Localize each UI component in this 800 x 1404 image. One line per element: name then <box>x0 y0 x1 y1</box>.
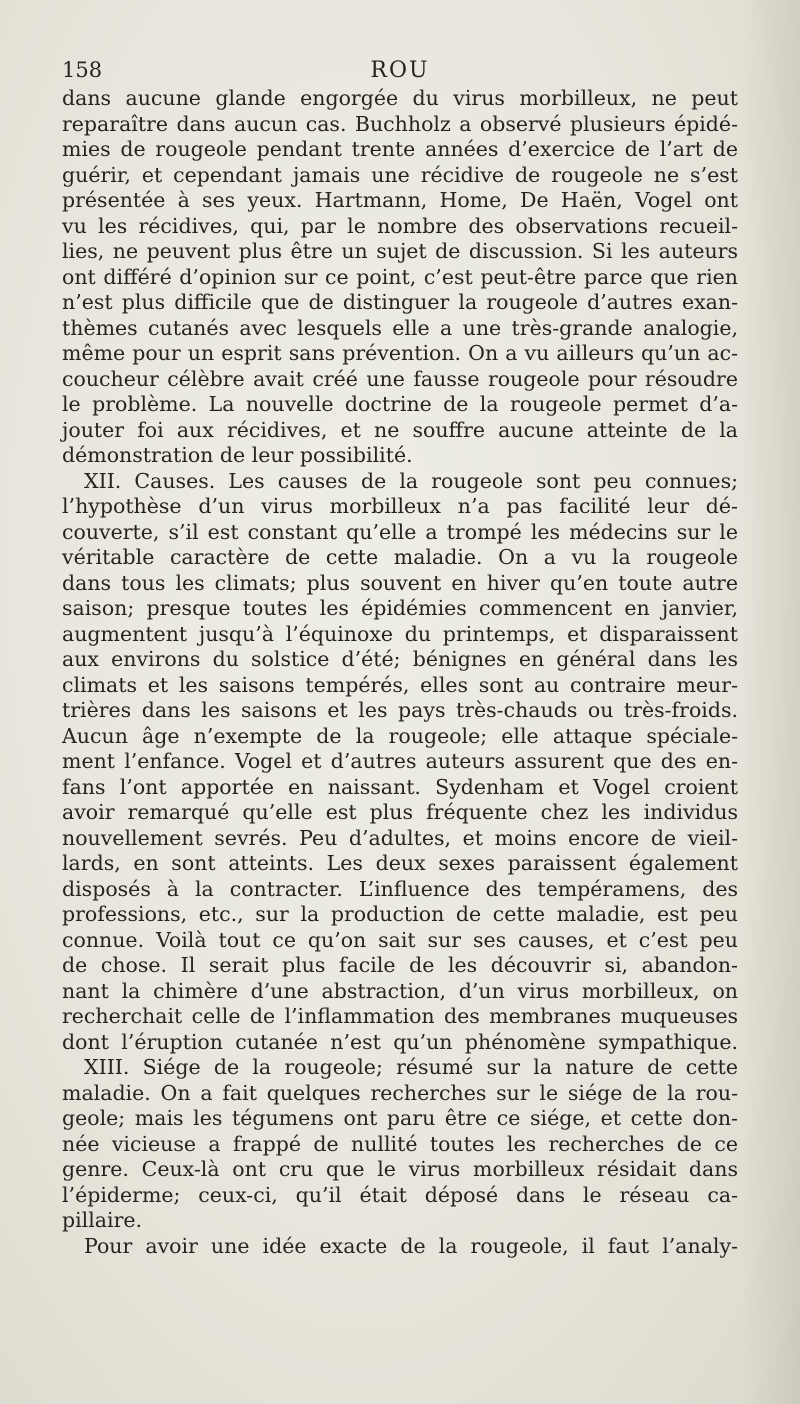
text-line: fans l’ont apportée en naissant. Sydenham et Vogel croient <box>62 774 738 799</box>
text-line: guérir, et cependant jamais une récidive de rougeole ne s’est <box>62 162 738 187</box>
text-line: dans aucune glande engorgée du virus morbilleux, ne peut <box>62 86 738 110</box>
text-line: vu les récidives, qui, par le nombre des observations recueil- <box>62 213 738 238</box>
body-text <box>62 86 738 1259</box>
text-line: reparaître dans aucun cas. Buchholz a observé plusieurs épidé- <box>62 111 738 136</box>
text-line: connue. Voilà tout ce qu’on sait sur ses causes, et c’est peu <box>62 927 738 952</box>
text-line: saison; presque toutes les épidémies commencent en janvier, <box>62 596 738 620</box>
running-head: ROU <box>370 58 430 83</box>
section-heading-line: XIII. Siége de la rougeole; résumé sur la nature de cette <box>84 1055 738 1079</box>
text-line: ment l’enfance. Vogel et d’autres auteurs assurent que des en- <box>62 749 738 773</box>
page-edge-shadow <box>740 0 800 1404</box>
text-line: dans tous les climats; plus souvent en hiver qu’en toute autre <box>62 570 738 595</box>
text-line: climats et les saisons tempérés, elles sont au contraire meur- <box>62 672 738 697</box>
text-line: trières dans les saisons et les pays très-chauds ou très-froids. <box>62 698 738 722</box>
text-line: augmentent jusqu’à l’équinoxe du printemps, et disparaissent <box>62 621 738 646</box>
text-line: recherchait celle de l’inflammation des membranes muqueuses <box>62 1004 738 1028</box>
text-line: disposés à la contracter. L’influence des tempéramens, des <box>62 876 738 901</box>
text-line: avoir remarqué qu’elle est plus fréquente chez les individus <box>62 800 738 824</box>
text-line: mies de rougeole pendant trente années d’exercice de l’art de <box>62 137 738 161</box>
text-line: professions, etc., sur la production de cette maladie, est peu <box>62 902 738 926</box>
text-line: lards, en sont atteints. Les deux sexes paraissent également <box>62 851 738 875</box>
text-line: geole; mais les tégumens ont paru être ce siége, et cette don- <box>62 1106 738 1130</box>
text-line: coucheur célèbre avait créé une fausse rougeole pour résoudre <box>62 366 738 391</box>
text-line: Aucun âge n’exempte de la rougeole; elle attaque spéciale- <box>62 723 738 748</box>
section-heading-line: XII. Causes. Les causes de la rougeole sont peu connues; <box>84 468 738 493</box>
text-line: véritable caractère de cette maladie. On a vu la rougeole <box>62 545 738 569</box>
text-line: couverte, s’il est constant qu’elle a trompé les médecins sur le <box>62 519 738 544</box>
text-line: l’hypothèse d’un virus morbilleux n’a pas facilité leur dé- <box>62 494 738 518</box>
text-line: démonstration de leur possibilité. <box>62 443 413 467</box>
text-line: dont l’éruption cutanée n’est qu’un phénomène sympathique. <box>62 1029 738 1054</box>
text-line: n’est plus difficile que de distinguer la rougeole d’autres exan- <box>62 290 738 314</box>
text-line: nant la chimère d’une abstraction, d’un virus morbilleux, on <box>62 978 738 1003</box>
text-line: lies, ne peuvent plus être un sujet de discussion. Si les auteurs <box>62 239 738 263</box>
text-line: genre. Ceux-là ont cru que le virus morbilleux résidait dans <box>62 1157 738 1181</box>
text-line: même pour un esprit sans prévention. On a vu ailleurs qu’un ac- <box>62 341 738 365</box>
text-line: ont différé d’opinion sur ce point, c’est peut-être parce que rien <box>62 264 738 289</box>
page-header <box>62 58 738 86</box>
text-line: née vicieuse a frappé de nullité toutes les recherches de ce <box>62 1131 738 1156</box>
text-line: thèmes cutanés avec lesquels elle a une très-grande analogie, <box>62 315 738 340</box>
text-line: Pour avoir une idée exacte de la rougeole, il faut l’analy- <box>84 1233 738 1258</box>
text-line: le problème. La nouvelle doctrine de la rougeole permet d’a- <box>62 392 738 416</box>
text-line: présentée à ses yeux. Hartmann, Home, De Haën, Vogel ont <box>62 188 738 212</box>
text-line: nouvellement sevrés. Peu d’adultes, et moins encore de vieil- <box>62 825 738 850</box>
text-line: de chose. Il serait plus facile de les découvrir si, abandon- <box>62 953 738 977</box>
text-line: maladie. On a fait quelques recherches sur le siége de la rou- <box>62 1080 738 1105</box>
text-line: jouter foi aux récidives, et ne souffre aucune atteinte de la <box>62 417 738 442</box>
page-number: 158 <box>62 58 103 82</box>
text-line: l’épiderme; ceux-ci, qu’il était déposé dans le réseau ca- <box>62 1182 738 1207</box>
text-line: aux environs du solstice d’été; bénignes en général dans les <box>62 647 738 671</box>
text-line: pillaire. <box>62 1208 143 1232</box>
